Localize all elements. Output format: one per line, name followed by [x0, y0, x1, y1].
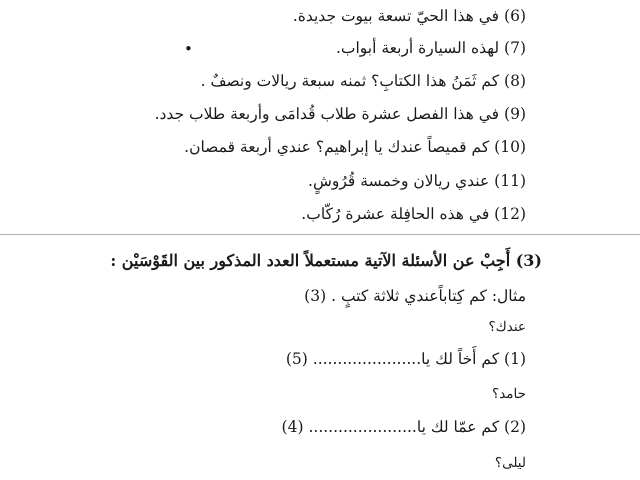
sentence-11: (11) عندي ريالان وخمسة قُرُوشٍ. — [308, 172, 526, 190]
section-divider — [0, 234, 640, 235]
stray-dot: • — [184, 40, 193, 58]
sentence-9: (9) في هذا الفصل عشرة طلاب قُدامَى وأربعة طلاب جدد. — [154, 105, 526, 123]
sentence-12: (12) في هذه الحافِلة عشرة رُكّاب. — [301, 205, 526, 223]
exercise-3-heading: (3) أَجِبْ عن الأسئلة الآتية مستعملاً العدد المذكور بين القَوْسَيْن : — [110, 251, 542, 270]
question-label-3: ليلى؟ — [494, 455, 526, 471]
sentence-6: (6) في هذا الحيّ تسعة بيوت جديدة. — [292, 7, 526, 25]
question-label-1: عندك؟ — [488, 319, 526, 335]
question-1: (1) كم أَخاً لك يا...................... (5) — [285, 350, 526, 368]
question-2: (2) كم عمّا لك يا...................... (4) — [281, 418, 526, 436]
question-label-2: حامد؟ — [492, 386, 526, 402]
sentence-10: (10) كم قميصاً عندك يا إبراهيم؟ عندي أربعة قمصان. — [184, 138, 526, 156]
example-line: مثال: كم كِتاباًعندي ثلاثة كتبٍ . (3) — [304, 287, 526, 305]
sentence-7: (7) لهذه السيارة أربعة أبواب. — [335, 39, 526, 57]
sentence-8: (8) كم ثَمَنُ هذا الكتابِ؟ ثمنه سبعة ريالات ونصفٌ . — [200, 72, 526, 90]
